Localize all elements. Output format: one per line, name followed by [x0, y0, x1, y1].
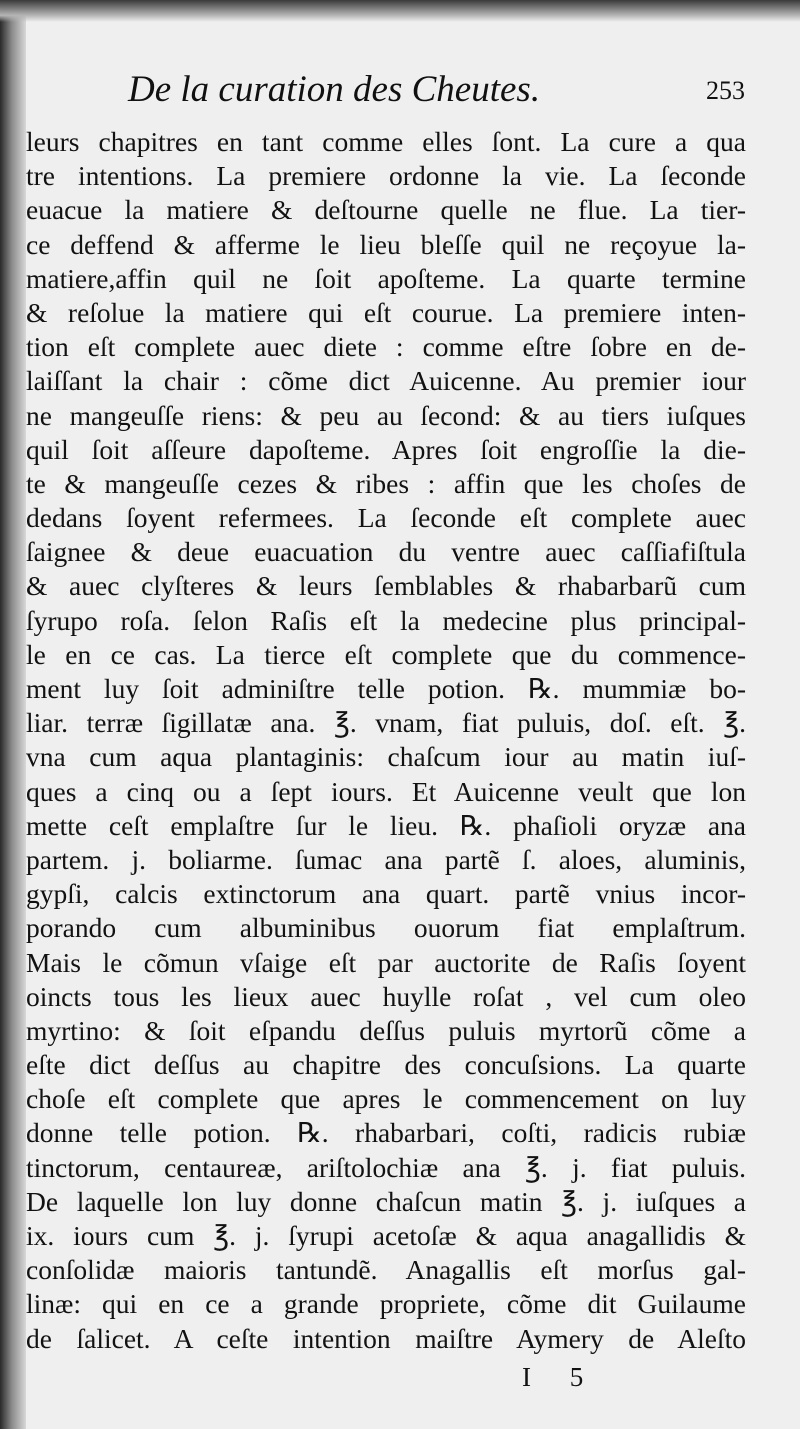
text-line: tion eſt complete auec diete : comme eſtre ſobre en de- [26, 331, 746, 363]
page-number: 253 [706, 76, 745, 105]
text-line: partem. j. boliarme. ſumac ana partẽ ſ. aloes, aluminis, [26, 843, 746, 875]
text-line: oincts tous les lieux auec huylle roſat , vel cum oleo [26, 980, 746, 1012]
text-line: donne telle potion. ℞. rhabarbari, coſti, radicis rubiæ [26, 1117, 746, 1149]
binding-shadow [0, 0, 26, 1429]
text-line: laiſſant la chair : cõme dict Auicenne. Au premier iour [26, 365, 746, 397]
text-line: de ſalicet. A ceſte intention maiſtre Aymery de Aleſto [26, 1322, 746, 1354]
text-line: myrtino: & ſoit eſpandu deſſus puluis myrtorũ cõme a [26, 1014, 746, 1046]
text-line: choſe eſt complete que apres le commencement on luy [26, 1083, 746, 1115]
text-line: & auec clyſteres & leurs ſemblables & rhabarbarũ cum [26, 570, 746, 602]
text-line: liar. terræ ſigillatæ ana. ℥. vnam, fiat puluis, doſ. eſt. ℥. [26, 707, 746, 739]
text-line: te & mangeuſſe cezes & ribes : affin que les choſes de [26, 467, 746, 499]
signature-mark: I 5 [522, 1362, 600, 1392]
text-line: matiere,affin quil ne ſoit apoſteme. La quarte termine [26, 262, 746, 294]
text-line: ment luy ſoit adminiſtre telle potion. ℞. mummiæ bo- [26, 673, 746, 704]
text-line: ques a cinq ou a ſept iours. Et Auicenne veult que lon [26, 775, 746, 807]
text-line: tinctorum, centaureæ, ariſtolochiæ ana ℥. j. fiat puluis. [26, 1151, 746, 1183]
text-line: ce deffend & afferme le lieu bleſſe quil ne reçoyue la- [26, 228, 746, 260]
text-line: conſolidæ maioris tantundẽ. Anagallis eſt morſus gal- [26, 1254, 746, 1286]
text-line: ne mangeuſſe riens: & peu au ſecond: & au tiers iuſques [26, 399, 746, 431]
text-line: Mais le cõmun vſaige eſt par auctorite de Raſis ſoyent [26, 946, 746, 978]
text-line: tre intentions. La premiere ordonne la vie. La ſeconde [26, 160, 746, 192]
text-line: ſaignee & deue euacuation du ventre auec caſſiafiſtula [26, 536, 746, 568]
text-line: ix. iours cum ℥. j. ſyrupi acetoſæ & aqua anagallidis & [26, 1220, 746, 1251]
text-line: eſte dict deſſus au chapitre des concuſsions. La quarte [26, 1049, 746, 1081]
text-line: vna cum aqua plantaginis: chaſcum iour au matin iuſ- [26, 741, 746, 773]
text-line: leurs chapitres en tant comme elles ſont. La cure a qua [26, 126, 746, 157]
text-line: ſyrupo roſa. ſelon Raſis eſt la medecine plus principal- [26, 604, 746, 636]
text-line: euacue la matiere & deſtourne quelle ne flue. La tier- [26, 194, 746, 226]
text-line: le en ce cas. La tierce eſt complete que du commence- [26, 638, 746, 670]
text-line: quil ſoit aſſeure dapoſteme. Apres ſoit engroſſie la die- [26, 433, 746, 465]
text-line: linæ: qui en ce a grande propriete, cõme dit Guilaume [26, 1288, 746, 1320]
text-line: porando cum albuminibus ouorum fiat emplaſtrum. [26, 912, 746, 944]
text-line: gypſi, calcis extinctorum ana quart. partẽ vnius incor- [26, 878, 746, 910]
body-text [26, 125, 746, 1356]
text-line: De laquelle lon luy donne chaſcun matin ℥. j. iuſques a [26, 1185, 746, 1217]
text-line: dedans ſoyent refermees. La ſeconde eſt complete auec [26, 502, 746, 534]
text-line: & reſolue la matiere qui eſt courue. La premiere inten- [26, 296, 746, 328]
running-title: De la curation des Cheutes. [128, 69, 541, 110]
top-edge-shadow [0, 0, 800, 22]
text-line: mette ceſt emplaſtre ſur le lieu. ℞. phaſioli oryzæ ana [26, 809, 746, 841]
page-header [0, 62, 800, 122]
